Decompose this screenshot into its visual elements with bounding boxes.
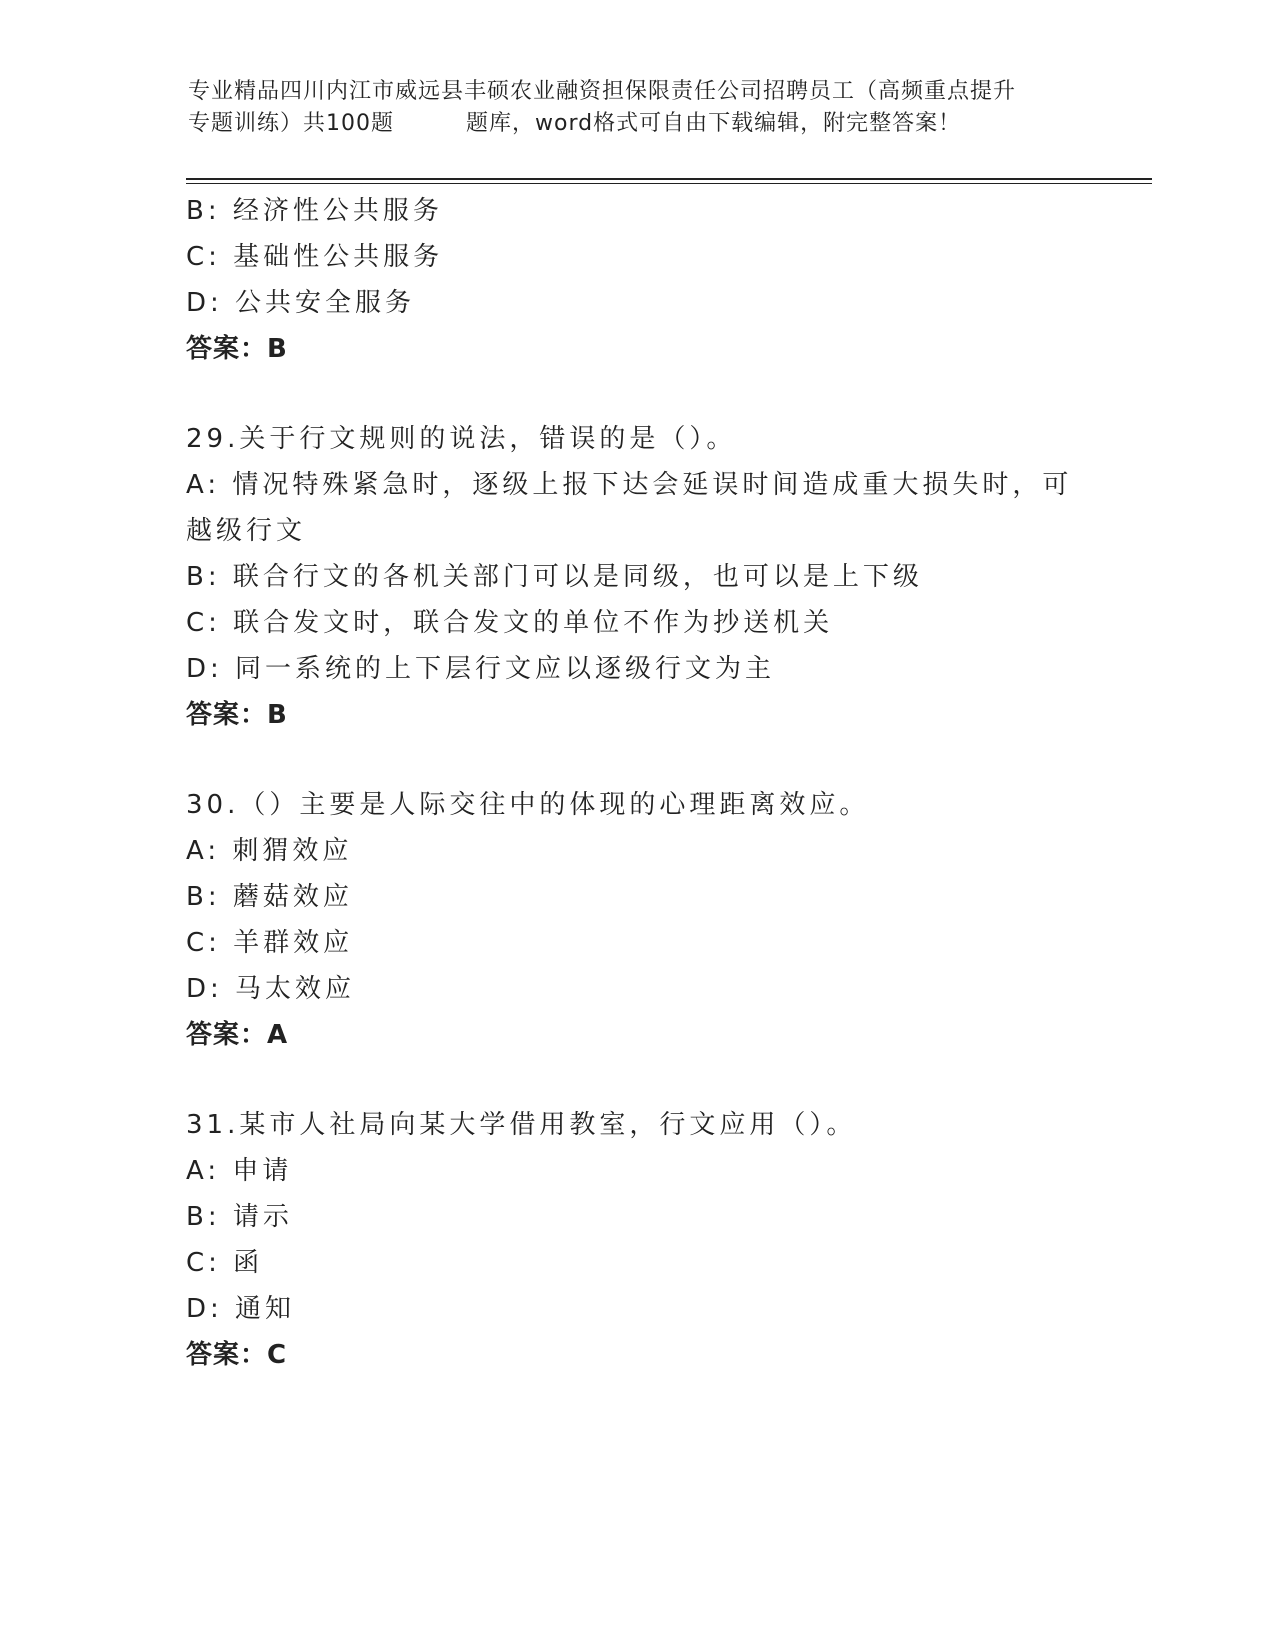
header-line-2-part-a: 专题训练）共100题	[188, 111, 394, 136]
question-block-29	[186, 416, 1086, 738]
header-divider-thin	[186, 183, 1152, 184]
answer: 答案：B	[186, 334, 288, 364]
option-a: A: 申请	[186, 1156, 293, 1186]
option-a: A: 情况特殊紧急时，逐级上报下达会延误时间造成重大损失时，可越级行文	[186, 470, 1073, 546]
option-d: D: 通知	[186, 1294, 296, 1324]
header-line-2-part-b: 题库，word格式可自由下载编辑，附完整答案！	[466, 111, 962, 136]
option-b: B: 蘑菇效应	[186, 882, 353, 912]
option-b: B: 经济性公共服务	[186, 196, 443, 226]
option-c: C: 联合发文时，联合发文的单位不作为抄送机关	[186, 608, 834, 638]
question-block-31	[186, 1102, 1086, 1378]
option-b: B: 联合行文的各机关部门可以是同级，也可以是上下级	[186, 562, 923, 592]
question-stem: 31.某市人社局向某大学借用教室，行文应用（）。	[186, 1110, 857, 1140]
option-a: A: 刺猬效应	[186, 836, 353, 866]
answer: 答案：B	[186, 700, 288, 730]
question-block-28-continued	[186, 188, 1086, 372]
option-d: D: 同一系统的上下层行文应以逐级行文为主	[186, 654, 776, 684]
answer: 答案：C	[186, 1340, 288, 1370]
header-line-1: 专业精品四川内江市威远县丰硕农业融资担保限责任公司招聘员工（高频重点提升	[188, 79, 1017, 104]
option-c: C: 基础性公共服务	[186, 242, 444, 272]
option-c: C: 函	[186, 1248, 264, 1278]
document-body	[186, 188, 1086, 1378]
option-d: D: 马太效应	[186, 974, 356, 1004]
option-d: D: 公共安全服务	[186, 288, 416, 318]
question-stem: 29.关于行文规则的说法，错误的是（）。	[186, 424, 737, 454]
document-header	[188, 76, 1088, 140]
header-divider-thick	[186, 178, 1152, 180]
header-line-2	[188, 108, 1088, 140]
question-block-30	[186, 782, 1086, 1058]
option-c: C: 羊群效应	[186, 928, 354, 958]
answer: 答案：A	[186, 1020, 289, 1050]
question-stem: 30.（）主要是人际交往中的体现的心理距离效应。	[186, 790, 870, 820]
option-b: B: 请示	[186, 1202, 293, 1232]
